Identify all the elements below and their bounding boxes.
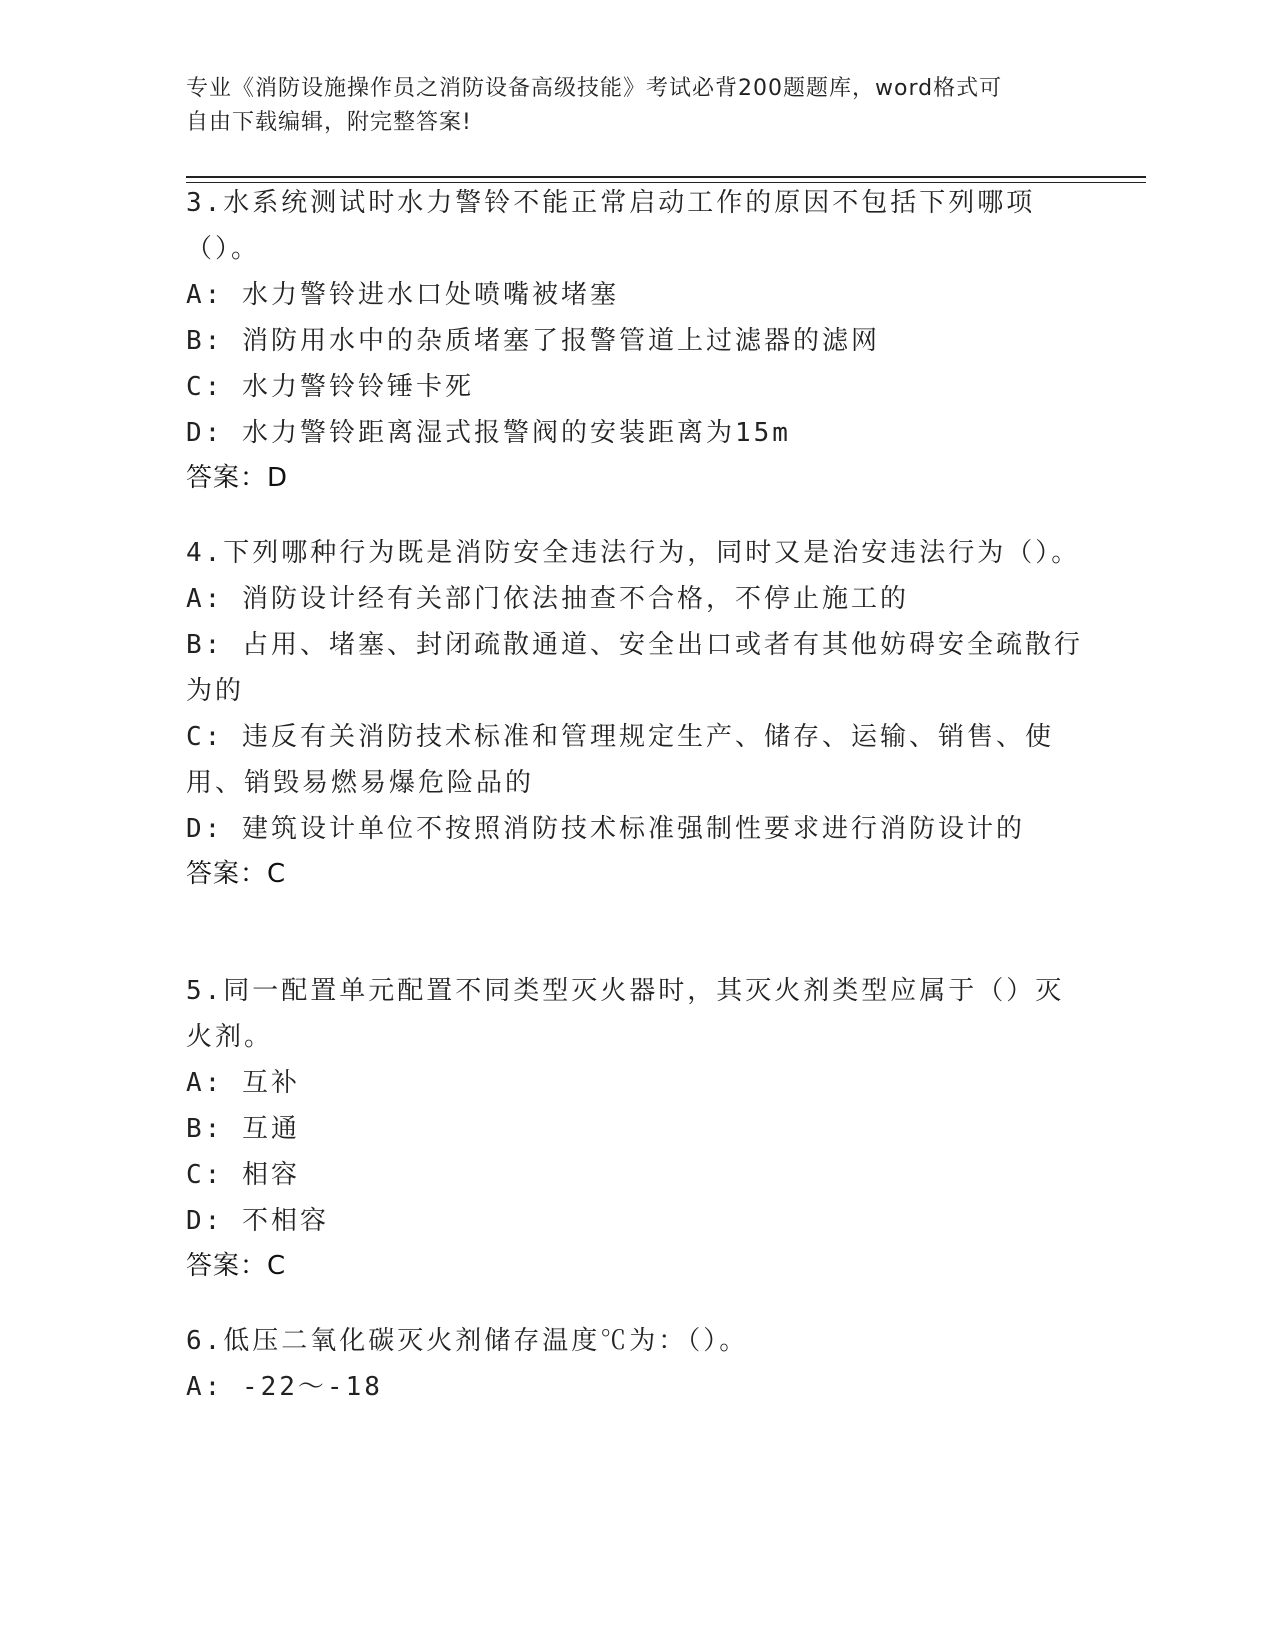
option-b: B: 互通 [186,1114,300,1144]
option-d: D: 水力警铃距离湿式报警阀的安装距离为15m [186,418,791,448]
option-c: C: 相容 [186,1160,300,1190]
question-block [186,968,1086,1288]
question-stem: 6.低压二氧化碳灭火剂储存温度℃为：（）。 [186,1326,749,1356]
option-a: A: 互补 [186,1068,300,1098]
option-b: B: 消防用水中的杂质堵塞了报警管道上过滤器的滤网 [186,326,880,356]
answer-line: 答案：C [186,1251,287,1281]
answer-line: 答案：D [186,463,289,493]
option-d: D: 建筑设计单位不按照消防技术标准强制性要求进行消防设计的 [186,814,1025,844]
option-d: D: 不相容 [186,1206,329,1236]
header-divider-thick [186,176,1146,178]
question-block [186,1318,1086,1410]
question-stem: 3.水系统测试时水力警铃不能正常启动工作的原因不包括下列哪项（）。 [186,188,1036,264]
option-c: C: 水力警铃铃锤卡死 [186,372,474,402]
option-c: C: 违反有关消防技术标准和管理规定生产、储存、运输、销售、使用、销毁易燃易爆危险品的 [186,722,1054,798]
document-header [186,72,1086,140]
question-stem: 5.同一配置单元配置不同类型灭火器时，其灭火剂类型应属于（）灭火剂。 [186,976,1065,1052]
option-a: A: -22～-18 [186,1372,383,1402]
option-a: A: 水力警铃进水口处喷嘴被堵塞 [186,280,619,310]
header-line-2: 自由下载编辑，附完整答案! [186,110,472,135]
option-a: A: 消防设计经有关部门依法抽查不合格，不停止施工的 [186,584,909,614]
question-block [186,180,1086,500]
option-b: B: 占用、堵塞、封闭疏散通道、安全出口或者有其他妨碍安全疏散行为的 [186,630,1083,706]
question-stem: 4.下列哪种行为既是消防安全违法行为，同时又是治安违法行为（）。 [186,538,1081,568]
header-line-1: 专业《消防设施操作员之消防设备高级技能》考试必背200题题库，word格式可 [186,76,1003,101]
question-block [186,530,1086,896]
answer-line: 答案：C [186,859,287,889]
